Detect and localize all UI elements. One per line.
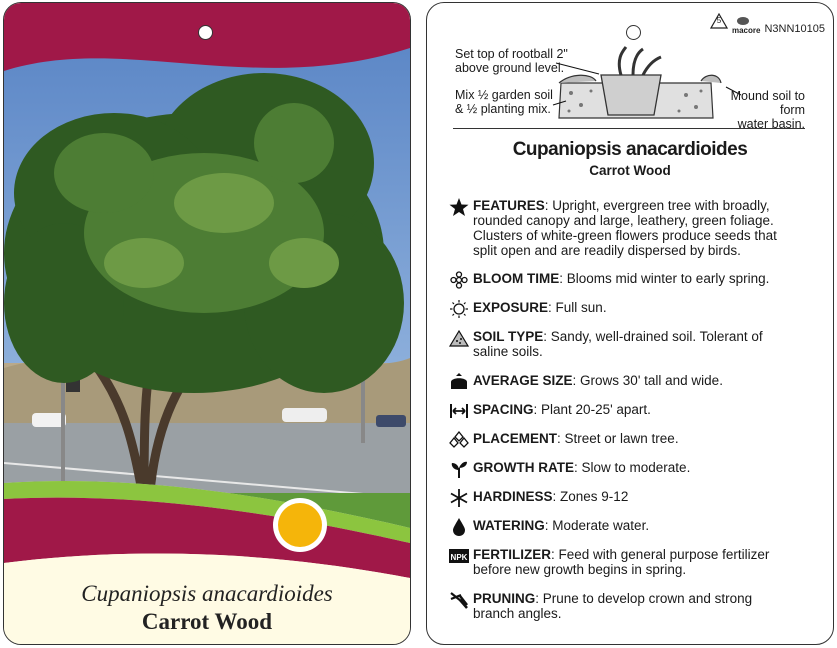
detail-watering: WATERING: Moderate water.: [449, 518, 819, 533]
detail-features: FEATURES: Upright, evergreen tree with broadly, rounded canopy and large, leathery, green foliage. Clusters of white-green flowers produce seeds that split open and are readily dispersed by birds.: [449, 198, 819, 258]
soil-icon: [449, 329, 469, 347]
detail-bloom-time: BLOOM TIME: Blooms mid winter to early spring.: [449, 271, 819, 286]
snowflake-icon: [449, 489, 469, 507]
front-common-name: Carrot Wood: [141, 609, 273, 634]
hang-hole: [198, 25, 213, 40]
star-icon: [449, 198, 469, 216]
sun-icon: [449, 300, 469, 318]
back-scientific-name: Cupaniopsis anacardioides: [512, 139, 748, 160]
brand-name: macore: [731, 26, 761, 35]
recycle-icon: [710, 13, 728, 29]
back-tag: [426, 2, 834, 645]
brand-row: [710, 13, 825, 35]
note-rootball: Set top of rootball 2" above ground level.: [455, 47, 568, 75]
spacing-icon: [449, 402, 469, 420]
front-tag: [3, 2, 411, 645]
detail-hardiness: HARDINESS: Zones 9-12: [449, 489, 819, 504]
product-code: N3NN10105: [764, 23, 825, 35]
detail-fertilizer: NPK FERTILIZER: Feed with general purpose fertilizer before new growth begins in spring.: [450, 547, 770, 577]
water-drop-icon: [449, 518, 469, 536]
detail-growth-rate: GROWTH RATE: Slow to moderate.: [449, 460, 819, 475]
flower-icon: [449, 271, 469, 289]
detail-average-size: AVERAGE SIZE: Grows 30' tall and wide.: [449, 373, 819, 388]
npk-icon: [449, 547, 469, 565]
divider: [453, 128, 805, 129]
detail-spacing: SPACING: Plant 20-25' apart.: [449, 402, 819, 417]
size-icon: [449, 373, 469, 391]
growth-icon: [449, 460, 469, 478]
detail-placement: PLACEMENT: Street or lawn tree.: [449, 431, 819, 446]
front-scientific-name: Cupaniopsis anacardioides: [81, 581, 333, 606]
tree-photo: [4, 33, 410, 543]
placement-icon: [449, 431, 469, 449]
hang-hole: [626, 25, 641, 40]
brand-logo: [732, 13, 760, 35]
detail-exposure: EXPOSURE: Full sun.: [449, 300, 819, 315]
front-artwork: [4, 3, 410, 644]
pruners-icon: [449, 591, 469, 609]
recycle-number: 5: [716, 16, 722, 25]
detail-soil-type: SOIL TYPE: Sandy, well-drained soil. Tolerant of saline soils.: [449, 329, 819, 359]
note-soil-mix: Mix ½ garden soil & ½ planting mix.: [455, 88, 553, 116]
brand-logo-icon: [732, 13, 754, 25]
detail-pruning: PRUNING: Prune to develop crown and strong branch angles.: [449, 591, 819, 621]
svg-text:NPK: NPK: [450, 553, 468, 562]
sun-exposure-icon: [278, 503, 322, 547]
note-water-basin: Mound soil to form water basin.: [730, 89, 805, 131]
back-common-name: Carrot Wood: [589, 163, 671, 178]
